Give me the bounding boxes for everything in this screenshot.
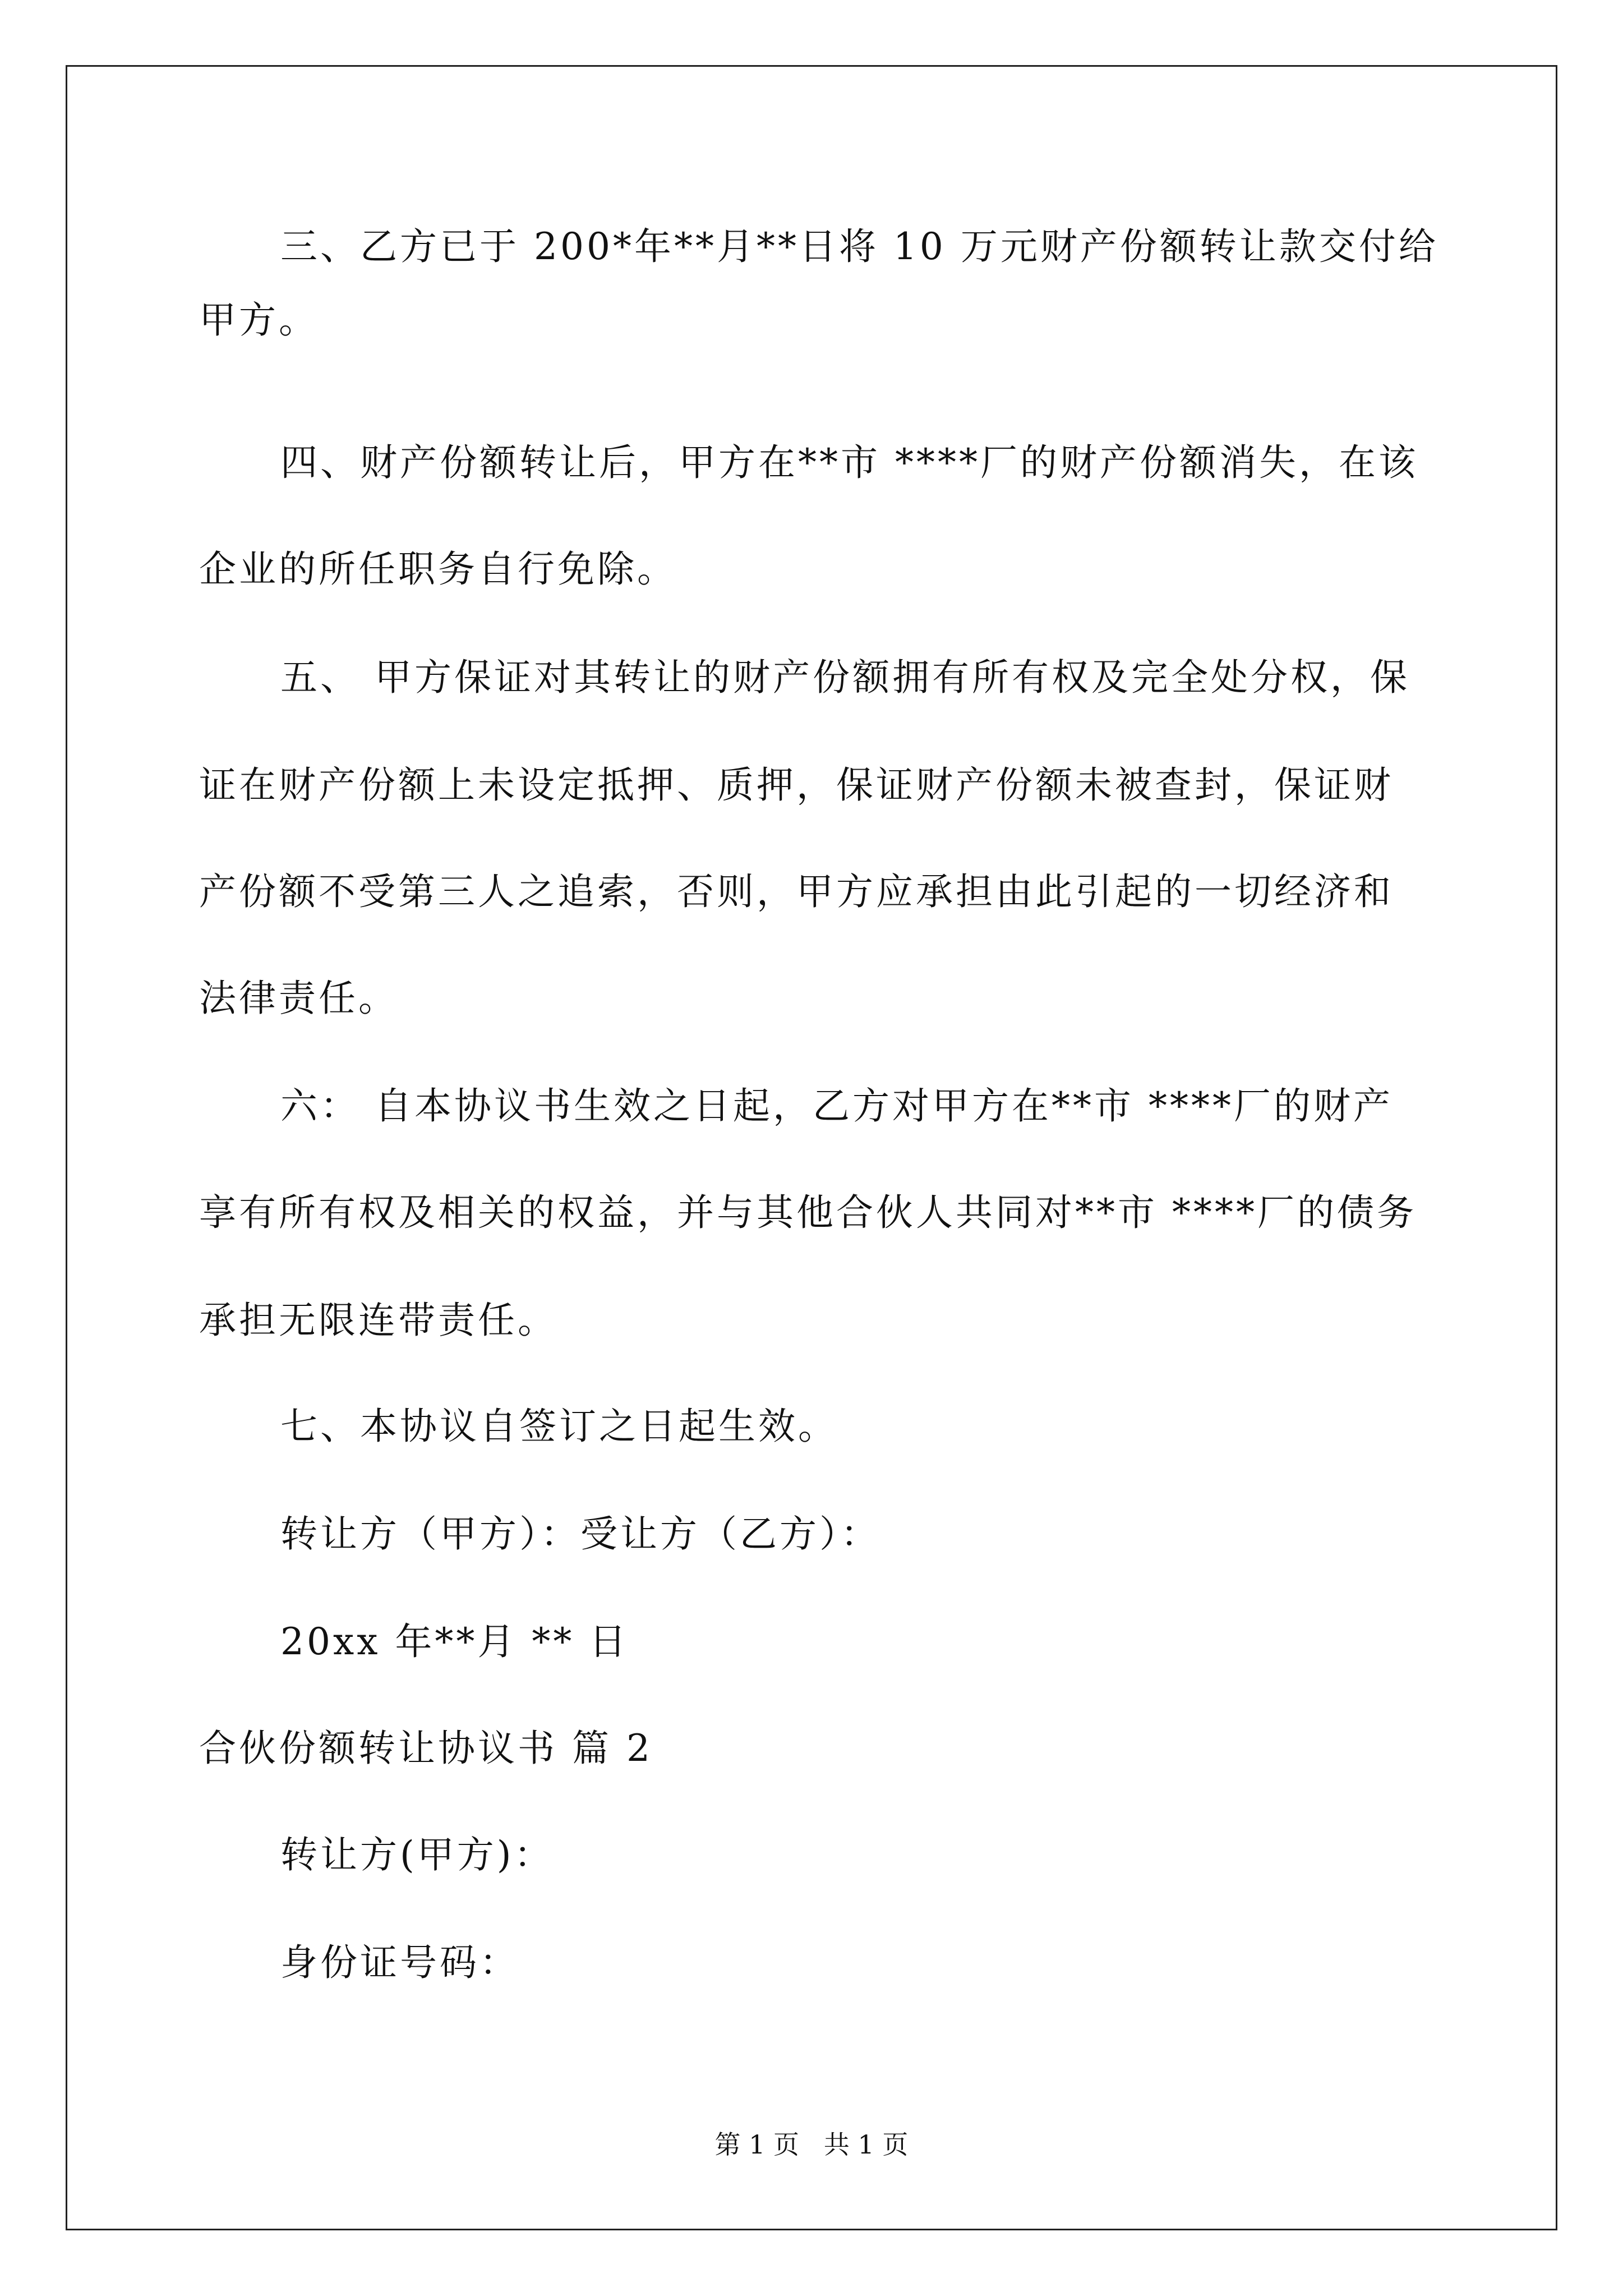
paragraph-4-line-1: 四、财产份额转让后，甲方在**市 ****厂的财产份额消失，在该 (280, 441, 1418, 484)
paragraph-7: 七、本协议自签订之日起生效。 (280, 1405, 838, 1448)
paragraph-5-line-4: 法律责任。 (199, 977, 398, 1020)
paragraph-5-line-1: 五、 甲方保证对其转让的财产份额拥有所有权及完全处分权，保 (280, 656, 1410, 699)
paragraph-4-line-2: 企业的所任职务自行免除。 (199, 547, 677, 591)
transferor-label: 转让方(甲方)： (280, 1833, 554, 1876)
paragraph-3-line-1: 三、乙方已于 200*年**月**日将 10 万元财产份额转让款交付给 (280, 225, 1438, 268)
paragraph-6-line-1: 六： 自本协议书生效之日起，乙方对甲方在**市 ****厂的财产 (280, 1084, 1393, 1128)
signature-date: 20xx 年**月 ** 日 (280, 1620, 629, 1663)
paragraph-6-line-3: 承担无限连带责任。 (199, 1299, 557, 1342)
paragraph-5-line-2: 证在财产份额上未设定抵押、质押，保证财产份额未被查封，保证财 (199, 763, 1394, 807)
section-heading: 合伙份额转让协议书 篇 2 (199, 1727, 653, 1770)
signature-parties: 转让方（甲方）：受让方（乙方）： (280, 1512, 880, 1556)
paragraph-5-line-3: 产份额不受第三人之追索，否则，甲方应承担由此引起的一切经济和 (199, 870, 1394, 913)
id-number-label: 身份证号码： (280, 1941, 519, 1984)
page-footer: 第 1 页 共 1 页 (714, 2129, 909, 2160)
paragraph-3-line-2: 甲方。 (199, 298, 319, 342)
page-border (66, 65, 1557, 2230)
paragraph-6-line-2: 享有所有权及相关的权益，并与其他合伙人共同对**市 ****厂的债务 (199, 1191, 1417, 1234)
